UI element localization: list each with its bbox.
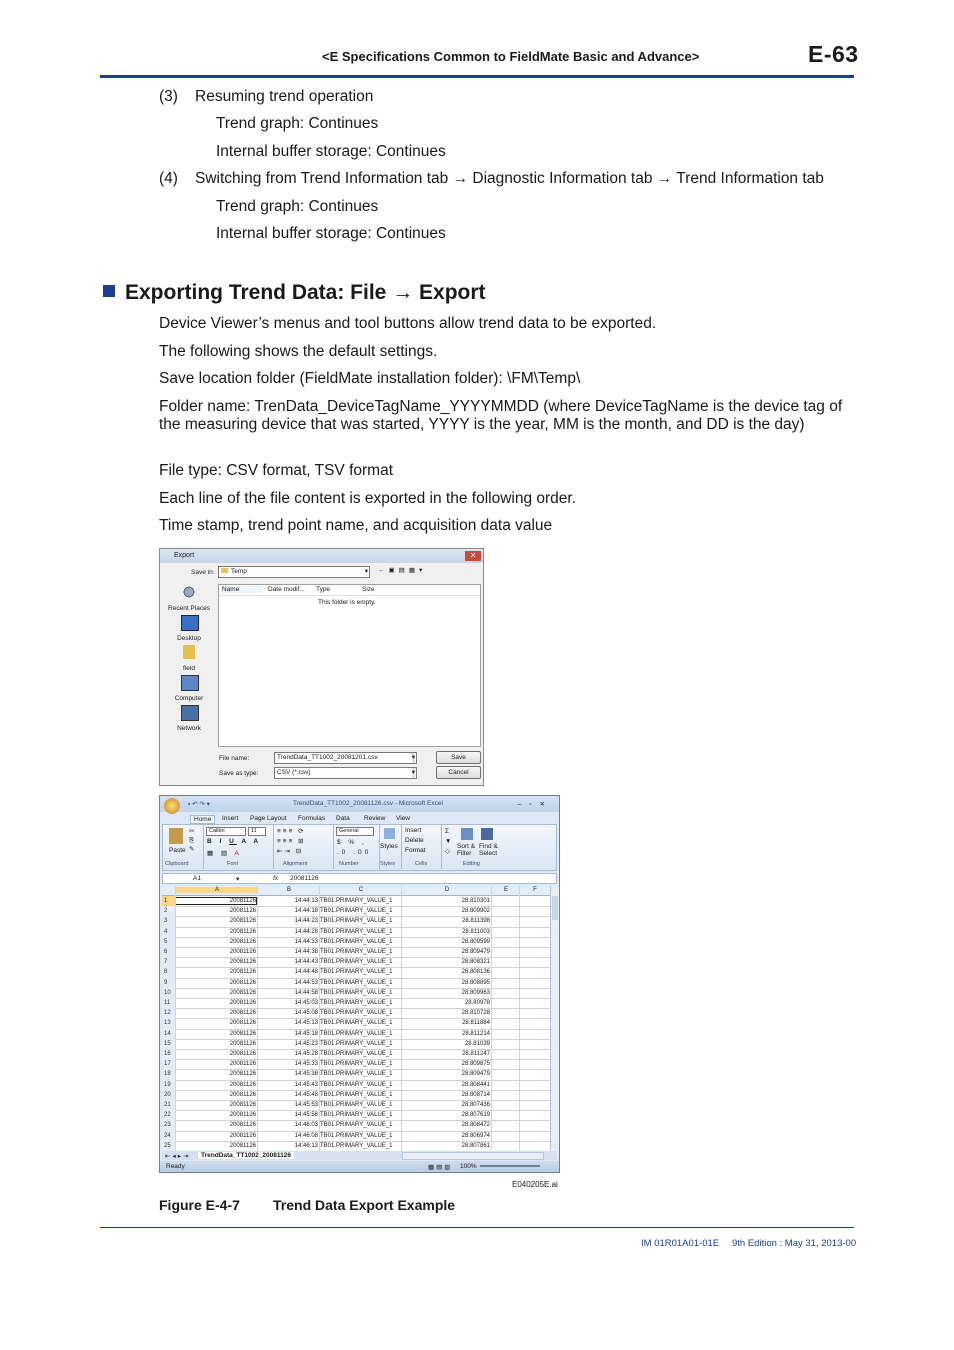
cell-value[interactable]: 28.809599 [461,938,490,945]
font-name-select[interactable]: Calibri [206,827,246,836]
styles-icon[interactable] [384,828,395,839]
figure-file-id: E040205E.ai [512,1180,558,1189]
row-header[interactable]: 24 [162,1131,176,1141]
cell-value[interactable]: 28.809479 [461,949,490,955]
cell-point-name[interactable]: TB01.PRIMARY_VALUE_1 [320,908,393,915]
row-header[interactable]: 2 [162,906,176,916]
row-header[interactable]: 11 [162,998,176,1008]
sheet-nav-icons[interactable]: ⇤◂▸⇥ [165,1153,191,1160]
row-header[interactable]: 22 [162,1110,176,1120]
cell-point-name[interactable]: TB01.PRIMARY_VALUE_1 [320,1132,393,1139]
paste-label[interactable]: Paste [169,847,186,854]
cell-value[interactable]: 28.808895 [461,979,490,986]
ribbon-group-labels [163,861,558,870]
item3-number: (3) [159,88,178,105]
cell-date[interactable]: 20081126 [229,949,256,955]
chevron-down-icon: ▾ [364,568,368,575]
cell-time[interactable]: 14:45:13 [294,1020,318,1027]
savetype-value: CSV (*.csv) [277,769,311,776]
worksheet-grid[interactable] [162,886,550,1157]
views-icon[interactable]: ▦▾ [408,567,427,574]
cell-time[interactable]: 14:45:33 [294,1061,318,1068]
cell-value[interactable]: 28.811398 [462,918,490,925]
column-gridline [175,886,176,1157]
paste-icon[interactable] [169,828,183,844]
cell-time[interactable]: 14:45:48 [294,1091,318,1098]
place-field[interactable] [164,645,214,675]
cell-value[interactable]: 28.811884 [462,1020,490,1027]
item4-trend-graph: Trend graph: Continues [216,198,379,215]
file-list[interactable] [218,584,481,747]
cell-point-name[interactable]: TB01.PRIMARY_VALUE_1 [320,959,393,966]
font-size-select[interactable]: 11 [248,827,266,836]
cell-value[interactable]: 28.807619 [461,1112,490,1119]
row-header[interactable]: 21 [162,1100,176,1110]
group-label-font: Font [227,861,239,867]
header-divider [219,595,480,596]
column-gridline [491,886,492,1157]
status-text: Ready [166,1163,185,1170]
row-header[interactable]: 12 [162,1008,176,1018]
cell-date[interactable]: 20081126 [229,1142,256,1149]
cell-value[interactable]: 28.808441 [461,1081,490,1088]
cell-value[interactable]: 28.810301 [461,898,490,904]
cell-value[interactable]: 28.807861 [461,1142,490,1149]
excel-title: TrendData_TT1002_20081126.csv - Microsoft Excel [293,800,443,807]
row-header[interactable]: 16 [162,1049,176,1059]
cell-time[interactable]: 14:44:28 [294,928,318,935]
tab-home[interactable]: Home [190,815,215,824]
dialog-close-button[interactable]: ✕ [465,551,481,561]
computer-icon [181,675,199,691]
places-bar [164,585,214,735]
row-header[interactable]: 3 [162,916,176,926]
cell-time[interactable]: 14:45:18 [294,1030,318,1037]
place-recent[interactable] [164,585,214,615]
cell-date[interactable]: 20081126 [229,959,256,966]
filename-label: File name: [219,755,250,762]
cell-value[interactable]: 28.807436 [461,1102,490,1108]
row-header[interactable]: 25 [162,1141,176,1151]
cell-point-name[interactable]: TB01.PRIMARY_VALUE_1 [320,1102,393,1108]
cell-date[interactable]: 20081126 [229,1000,256,1006]
cell-value[interactable]: 28.808136 [461,969,490,976]
item4-buffer-storage: Internal buffer storage: Continues [216,225,446,242]
excel-window [159,795,560,1173]
export-dialog [159,548,484,786]
cell-point-name[interactable]: TB01.PRIMARY_VALUE_1 [320,1071,393,1078]
cell-date[interactable]: 20081126 [229,928,256,935]
cell-point-name[interactable]: TB01.PRIMARY_VALUE_1 [320,918,393,925]
sort-filter-label[interactable]: Sort & Filter [457,843,476,857]
tab-review[interactable]: Review [364,815,386,822]
save-button[interactable]: Save [436,751,481,764]
cell-time[interactable]: 14:44:48 [294,969,318,976]
cell-time[interactable]: 14:45:08 [294,1010,318,1017]
zoom-slider[interactable] [480,1165,540,1167]
up-folder-icon[interactable]: ▣ [388,567,399,574]
cell-time[interactable]: 14:44:33 [294,938,318,945]
cell-date[interactable]: 20081126 [229,1081,256,1088]
cell-date[interactable]: 20081126 [176,898,256,904]
cell-date[interactable]: 20081126 [229,1112,256,1119]
group-label-alignment: Alignment [283,861,308,867]
user-folder-icon [183,645,195,659]
horizontal-scrollbar[interactable] [402,1152,544,1160]
alignment-buttons[interactable]: ≡≡≡ ⟳ ≡≡≡ ⊞ ⇤⇥ ⊟ [277,828,306,855]
border-fill-buttons[interactable]: ▦ ▧ A [207,850,242,857]
savetype-select[interactable] [274,767,417,779]
tab-page-layout[interactable]: Page Layout [250,815,287,822]
cell-value[interactable]: 28.811247 [462,1051,490,1057]
item3-buffer-storage: Internal buffer storage: Continues [216,143,446,160]
header-section-title: <E Specifications Common to FieldMate Basic and Advance> [322,49,700,64]
figure-title: Trend Data Export Example [273,1197,456,1213]
column-gridline [257,886,258,1157]
row-header[interactable]: 5 [162,937,176,947]
row-header[interactable]: 17 [162,1059,176,1069]
cell-value[interactable]: 28.808472 [461,1122,490,1129]
figure-number: Figure E-4-7 [159,1197,240,1213]
formula-input[interactable]: 20081126 [290,875,319,882]
row-header[interactable]: 1 [162,896,176,906]
cell-point-name[interactable]: TB01.PRIMARY_VALUE_1 [320,949,393,955]
network-icon [181,705,199,721]
cell-date[interactable]: 20081126 [229,1030,256,1037]
format-cells-button[interactable]: Format [405,847,426,854]
cell-date[interactable]: 20081126 [229,1132,256,1139]
cell-time[interactable]: 14:44:13 [294,898,318,904]
cell-point-name[interactable]: TB01.PRIMARY_VALUE_1 [320,1122,393,1129]
folder-icon [221,568,228,573]
cell-time[interactable]: 14:45:23 [294,1040,318,1047]
column-header-d[interactable]: D [444,887,450,893]
quick-access-toolbar[interactable]: ▪ ↶ ↷ ▾ [188,801,210,808]
cell-value[interactable]: 28.811214 [462,1030,490,1037]
cancel-button[interactable]: Cancel [436,766,481,779]
sheet-tab-bar [162,1151,557,1160]
column-name[interactable]: Name [222,586,262,593]
styles-label[interactable]: Styles [380,843,398,850]
ribbon [162,824,557,871]
cell-date[interactable]: 20081126 [229,969,256,976]
row-header[interactable]: 23 [162,1120,176,1130]
row-header[interactable]: 14 [162,1029,176,1039]
section-heading [103,281,486,305]
section-heading-text: Exporting Trend Data: File → Export [125,281,486,304]
cell-point-name[interactable]: TB01.PRIMARY_VALUE_1 [320,1081,393,1088]
sum-fill-clear[interactable]: Σ ▼ ◇ [445,828,452,855]
empty-folder-message: This folder is empty. [318,599,376,606]
clipboard-tools[interactable]: ✂ ⎘ ✎ [189,828,195,853]
paragraph-folder-name: Folder name: TrenData_DeviceTagName_YYYYMMDD (where DeviceTagName is the device tag of the measuring device that was started, YYYY is the year, MM is the month, and DD is the day) [159,398,843,433]
cell-date[interactable]: 20081126 [229,908,256,915]
paragraph-defaults: The following shows the default settings. [159,343,438,360]
row-header[interactable]: 6 [162,947,176,957]
row-header[interactable]: 19 [162,1080,176,1090]
cell-point-name[interactable]: TB01.PRIMARY_VALUE_1 [320,1040,393,1047]
status-bar [160,1161,559,1172]
filename-value: TrendData_TT1002_20081201.csv [277,754,378,761]
item3-label: Resuming trend operation [195,88,374,105]
save-in-select[interactable] [218,566,370,578]
cell-value[interactable]: 28.811003 [462,928,490,935]
item4-label: Switching from Trend Information tab → Diagnostic Information tab → Trend Information tab [195,170,824,187]
cell-date[interactable]: 20081126 [229,979,256,986]
recent-places-icon [181,585,197,599]
cell-date[interactable]: 20081126 [229,1040,256,1047]
cell-value[interactable]: 28.808714 [461,1091,490,1098]
column-header-c[interactable]: C [358,887,364,893]
ribbon-tabs [160,814,559,824]
cell-point-name[interactable]: TB01.PRIMARY_VALUE_1 [320,928,393,935]
sort-filter-icon[interactable] [461,828,473,840]
column-gridline [319,886,320,1157]
paragraph-menus: Device Viewer’s menus and tool buttons allow trend data to be exported. [159,315,657,332]
zoom-level: 100% [460,1163,477,1170]
save-in-value: Temp [231,568,247,575]
cell-point-name[interactable]: TB01.PRIMARY_VALUE_1 [320,1091,393,1098]
font-style-buttons[interactable]: B I U A A [207,838,262,845]
cell-date[interactable]: 20081126 [229,1071,256,1078]
footer-rule [100,1227,854,1228]
place-label: field [183,665,195,672]
desktop-icon [181,615,199,631]
cell-time[interactable]: 14:45:03 [294,1000,318,1006]
cell-point-name[interactable]: TB01.PRIMARY_VALUE_1 [320,979,393,986]
cell-date[interactable]: 20081126 [229,1102,256,1108]
cell-point-name[interactable]: TB01.PRIMARY_VALUE_1 [320,1010,393,1017]
cell-time[interactable]: 14:46:03 [294,1122,318,1129]
row-header[interactable]: 20 [162,1090,176,1100]
cell-point-name[interactable]: TB01.PRIMARY_VALUE_1 [320,938,393,945]
cell-date[interactable]: 20081126 [229,1061,256,1068]
find-select-icon[interactable] [481,828,493,840]
cell-value[interactable]: 28.809902 [461,908,490,915]
tab-insert[interactable]: Insert [222,815,239,822]
sheet-tab[interactable]: TrendData_TT1002_20081126 [198,1152,294,1159]
cell-value[interactable]: 28.809875 [461,1061,490,1068]
item4-number: (4) [159,170,178,187]
place-label: Desktop [177,635,201,642]
group-label-number: Number [339,861,359,867]
cell-date[interactable]: 20081126 [229,1091,256,1098]
bullet-square-icon [103,285,115,297]
cell-time[interactable]: 14:45:58 [294,1112,318,1119]
cell-time[interactable]: 14:44:18 [294,908,318,915]
place-computer[interactable] [164,675,214,705]
header-rule [100,75,854,78]
cell-value[interactable]: 28.806974 [461,1132,490,1139]
place-label: Recent Places [168,605,210,612]
tab-formulas[interactable]: Formulas [298,815,326,822]
name-box-chevron-icon[interactable]: ▾ [236,876,240,883]
column-header-a[interactable]: A [176,887,258,893]
column-size[interactable]: Size [362,586,375,593]
cell-point-name[interactable]: TB01.PRIMARY_VALUE_1 [320,969,393,976]
cell-point-name[interactable]: TB01.PRIMARY_VALUE_1 [320,1061,393,1068]
formula-bar [162,873,557,884]
cell-date[interactable]: 20081126 [229,1020,256,1027]
cell-value[interactable]: 28.81039 [464,1040,490,1047]
page-number: E-63 [808,41,859,67]
cell-point-name[interactable]: TB01.PRIMARY_VALUE_1 [320,1112,393,1119]
column-type[interactable]: Type [316,586,331,593]
cell-point-name[interactable]: TB01.PRIMARY_VALUE_1 [320,1000,393,1006]
cell-value[interactable]: 28.810728 [461,1010,490,1017]
function-icon[interactable]: fx [273,875,279,882]
cell-date[interactable]: 20081126 [229,918,256,925]
column-gridline [401,886,402,1157]
group-label-cells: Cells [415,861,428,867]
number-format-select[interactable]: General [336,827,374,836]
cell-point-name[interactable]: TB01.PRIMARY_VALUE_1 [320,989,393,996]
tab-data[interactable]: Data [336,815,350,822]
cell-time[interactable]: 14:44:38 [294,949,318,955]
row-header[interactable]: 4 [162,927,176,937]
vertical-scrollbar[interactable] [550,886,559,1157]
row-header[interactable]: 7 [162,957,176,967]
column-header-f[interactable]: F [533,887,537,893]
row-header[interactable]: 9 [162,978,176,988]
place-desktop[interactable] [164,615,214,645]
office-button-icon[interactable] [164,798,180,814]
document-id: IM 01R01A01-01E [641,1238,720,1249]
place-label: Computer [174,695,204,702]
save-in-label: Save in: [191,569,215,576]
paragraph-file-type: File type: CSV format, TSV format [159,462,394,479]
cell-time[interactable]: 14:44:43 [294,959,318,966]
cell-point-name[interactable]: TB01.PRIMARY_VALUE_1 [320,1030,393,1037]
edition: 9th Edition : May 31, 2013-00 [732,1238,857,1249]
dialog-titlebar [160,549,483,563]
back-arrow-icon[interactable]: ← [378,567,389,574]
column-gridline [519,886,520,1157]
row-header[interactable]: 8 [162,967,176,977]
number-buttons[interactable]: $ % , .0 .00 [337,839,372,856]
paragraph-fields: Time stamp, trend point name, and acquisition data value [159,517,553,534]
cell-point-name[interactable]: TB01.PRIMARY_VALUE_1 [320,1051,393,1057]
cell-date[interactable]: 20081126 [229,938,256,945]
find-select-label[interactable]: Find & Select [479,843,498,857]
delete-cells-button[interactable]: Delete [405,837,424,844]
new-folder-icon[interactable]: ▤ [398,567,409,574]
group-label-clipboard: Clipboard [165,861,189,867]
savetype-label: Save as type: [219,770,259,777]
item3-trend-graph: Trend graph: Continues [216,115,379,132]
chevron-down-icon: ▾ [411,769,415,776]
cell-value[interactable]: 28.809479 [461,1071,490,1078]
column-header-b[interactable]: B [286,887,291,893]
cell-date[interactable]: 20081126 [229,1051,256,1057]
cell-time[interactable]: 14:44:53 [294,979,318,986]
cell-time[interactable]: 14:45:38 [294,1071,318,1078]
scroll-thumb[interactable] [552,896,558,920]
cell-point-name[interactable]: TB01.PRIMARY_VALUE_1 [320,1020,393,1027]
dialog-title: Export [174,552,195,559]
window-controls[interactable]: –▫✕ [517,801,553,808]
paragraph-save-location: Save location folder (FieldMate installation folder): \FM\Temp\ [159,370,581,387]
group-label-editing: Editing [463,861,480,867]
cell-time[interactable]: 14:46:08 [294,1132,318,1139]
cell-time[interactable]: 14:45:53 [294,1102,318,1108]
excel-titlebar [160,796,559,812]
cell-point-name[interactable]: TB01.PRIMARY_VALUE_1 [320,1142,393,1149]
place-label: Network [177,725,201,732]
cell-date[interactable]: 20081126 [229,1010,256,1017]
chevron-down-icon: ▾ [411,754,415,761]
row-header[interactable]: 13 [162,1018,176,1028]
cell-time[interactable]: 14:44:58 [294,989,318,996]
row-header[interactable]: 15 [162,1039,176,1049]
filename-input[interactable] [274,752,417,764]
cell-date[interactable]: 20081126 [229,1122,256,1129]
cell-value[interactable]: 28.808321 [461,959,490,966]
row-header[interactable]: 10 [162,988,176,998]
cell-date[interactable]: 20081126 [229,989,256,996]
view-buttons[interactable]: ▦▤▥ [428,1164,453,1171]
group-label-styles: Styles [380,861,395,867]
row-header[interactable]: 18 [162,1069,176,1079]
name-box[interactable]: A1 [193,875,201,882]
paragraph-line-order: Each line of the file content is exported in the following order. [159,490,577,507]
nav-toolbar[interactable] [378,566,426,574]
cell-point-name[interactable]: TB01.PRIMARY_VALUE_1 [320,898,393,904]
cell-time[interactable]: 14:46:13 [294,1142,318,1149]
cell-time[interactable]: 14:45:28 [294,1051,318,1057]
cell-time[interactable]: 14:44:23 [294,918,318,925]
place-network[interactable] [164,705,214,735]
cell-time[interactable]: 14:45:43 [294,1081,318,1088]
column-date[interactable]: Date modif... [268,586,305,593]
column-header-e[interactable]: E [503,887,508,893]
insert-cells-button[interactable]: Insert [405,827,422,834]
tab-view[interactable]: View [396,815,410,822]
cell-value[interactable]: 28.80978 [464,1000,490,1006]
cell-value[interactable]: 28.809963 [461,989,490,996]
